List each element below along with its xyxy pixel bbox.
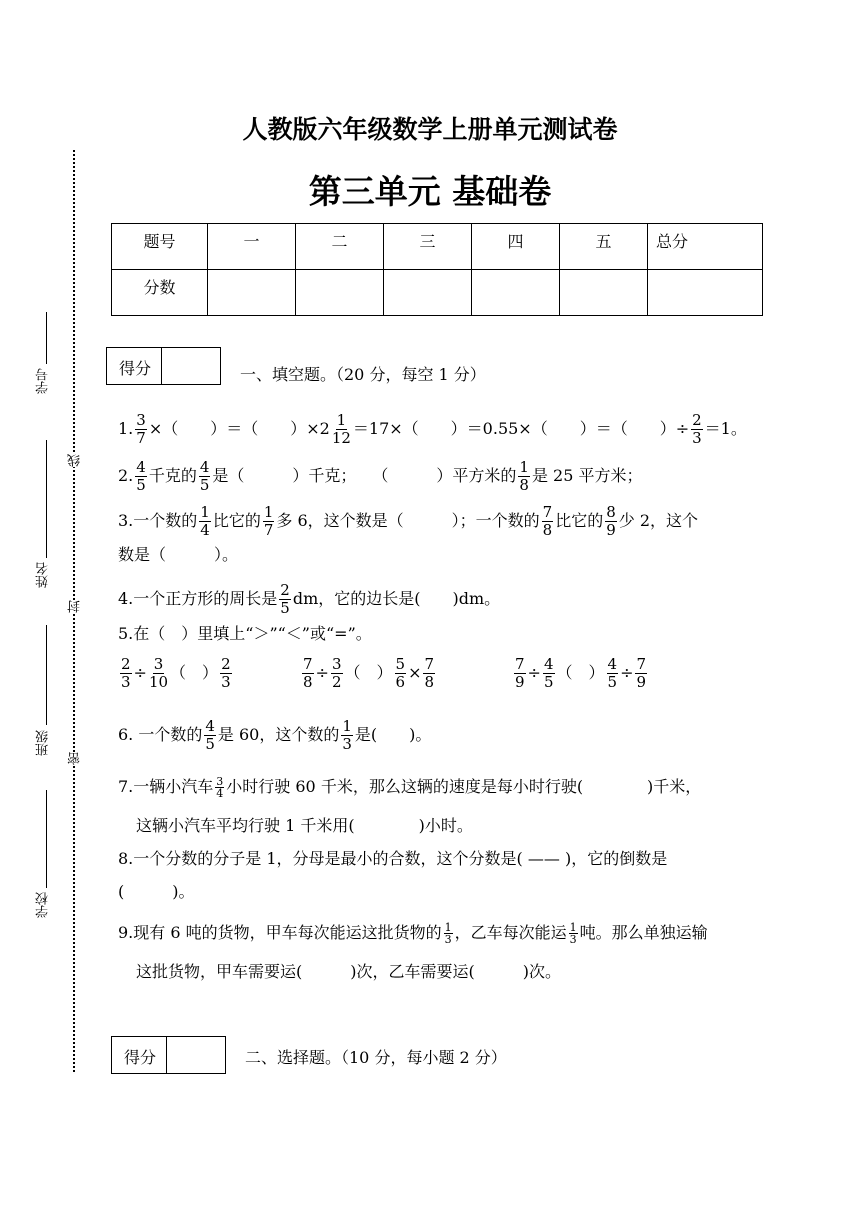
seal-char-line: 线 [68,454,83,467]
question-2: 2. $\frac{4}{5}$ 千克的 $\frac{4}{5}$ 是（ ）千克； （ ）平方米的 $\frac{1}{8}$ 是 25 平方米； [118,458,643,494]
question-3-continued: 数是（ ）。 [118,545,239,564]
question-5-compare-3: $\frac{7}{9}$ ÷ $\frac{4}{5}$ （ ） $\frac{4}{5}$ ÷ $\frac{7}{9}$ [515,655,647,691]
question-5-compare-2: $\frac{7}{8}$ ÷ $\frac{3}{2}$ （ ） $\frac{5}{6}$ × $\frac{7}{8}$ [303,655,435,691]
question-8: 8.一个分数的分子是 1，分母是最小的合数，这个分数是( —— )，它的倒数是 [118,849,668,868]
fraction-2-3: $\frac{2}{3}$ [692,411,702,447]
score-header-cell: 一 [208,224,296,270]
question-5: 5.在（ ）里填上“＞”“＜”或“=”。 [118,624,372,643]
seal-char-seal: 封 [68,600,83,613]
score-label: 得分 [107,348,162,384]
question-5-compare-1: $\frac{2}{3}$ ÷ $\frac{3}{10}$ （ ） $\frac{2}{3}$ [121,655,231,691]
student-number-blank[interactable] [46,312,47,364]
fraction-4-5: $\frac{4}{5}$ [199,458,210,494]
seal-char-secret: 密 [68,752,83,765]
score-label: 得分 [112,1037,167,1073]
score-table [111,223,763,316]
document-subtitle: 第三单元 基础卷 [308,172,552,211]
score-header-cell: 五 [560,224,648,270]
document-title: 人教版六年级数学上册单元测试卷 [242,115,618,144]
score-row-label: 分数 [112,270,208,316]
section1-score-field[interactable] [162,348,220,384]
question-6: 6. 一个数的 $\frac{4}{5}$ 是 60，这个数的 $\frac{1}{3}$ 是( )。 [118,717,432,753]
section2-heading: 二、选择题。（10 分，每小题 2 分） [245,1048,507,1067]
question-4: 4.一个正方形的周长是 $\frac{2}{5}$ dm，它的边长是( )dm。 [118,581,501,617]
fraction-3-7: $\frac{3}{7}$ [136,411,146,447]
compare-blank[interactable]: （ ） [170,663,219,682]
score-cell[interactable] [296,270,384,316]
score-header-cell: 四 [472,224,560,270]
score-table-header-row [112,224,763,270]
score-header-cell: 三 [384,224,472,270]
score-cell[interactable] [208,270,296,316]
score-header-cell: 二 [296,224,384,270]
question-9-continued: 这批货物，甲车需要运( )次，乙车需要运( )次。 [136,962,561,981]
compare-blank[interactable]: （ ） [556,663,605,682]
section2-score-box [111,1036,226,1074]
fraction-1-8: $\frac{1}{8}$ [519,458,529,494]
question-7-continued: 这辆小汽车平均行驶 1 千米用( )小时。 [136,816,473,835]
question-1: 1. $\frac{3}{7}$ ×（ ）＝（ ）×2 $\frac{1}{12}$ ＝17×（ ）＝0.55×（ ）＝（ ）÷ $\frac{2}{3}$ ＝1。 [118,411,747,447]
question-8-continued: ( )。 [118,882,195,901]
question-9: 9.现有 6 吨的货物，甲车每次能运这批货物的 $\frac{1}{3}$ ，乙车每次能运 $\frac{1}{3}$ 吨。那么单独运输 [118,921,708,946]
score-header-cell: 题号 [112,224,208,270]
fraction-8-9: $\frac{8}{9}$ [606,503,616,539]
question-7: 7.一辆小汽车 $\frac{3}{4}$ 小时行驶 60 千米，那么这辆的速度是每小时行驶( )千米， [118,775,702,800]
question-3: 3.一个数的 $\frac{1}{4}$ 比它的 $\frac{1}{7}$ 多 6，这个数是（ ）；一个数的 $\frac{7}{8}$ 比它的 $\frac{8}{9}$ 少 2，这个 [118,503,699,539]
school-label: 学校 [36,892,51,918]
fraction-2-5: $\frac{2}{5}$ [280,581,290,617]
class-blank[interactable] [46,625,47,725]
student-number-label: 学号 [36,368,51,394]
score-header-cell: 总分 [648,224,763,270]
fraction-1-12: $\frac{1}{12}$ [331,411,351,447]
score-cell[interactable] [472,270,560,316]
fraction-1-7: $\frac{1}{7}$ [263,503,274,539]
score-cell[interactable] [384,270,472,316]
section2-score-field[interactable] [167,1037,225,1073]
compare-blank[interactable]: （ ） [344,663,393,682]
score-table-value-row [112,270,763,316]
fraction-4-5: $\frac{4}{5}$ [136,458,146,494]
name-blank[interactable] [46,440,47,558]
fraction-1-4: $\frac{1}{4}$ [200,503,210,539]
section1-heading: 一、填空题。（20 分，每空 1 分） [240,365,486,384]
name-label: 姓名 [36,562,51,588]
class-label: 班级 [36,730,51,756]
fraction-7-8: $\frac{7}{8}$ [542,503,553,539]
score-cell[interactable] [560,270,648,316]
school-blank[interactable] [46,790,47,888]
score-cell[interactable] [648,270,763,316]
section1-score-box [106,347,221,385]
